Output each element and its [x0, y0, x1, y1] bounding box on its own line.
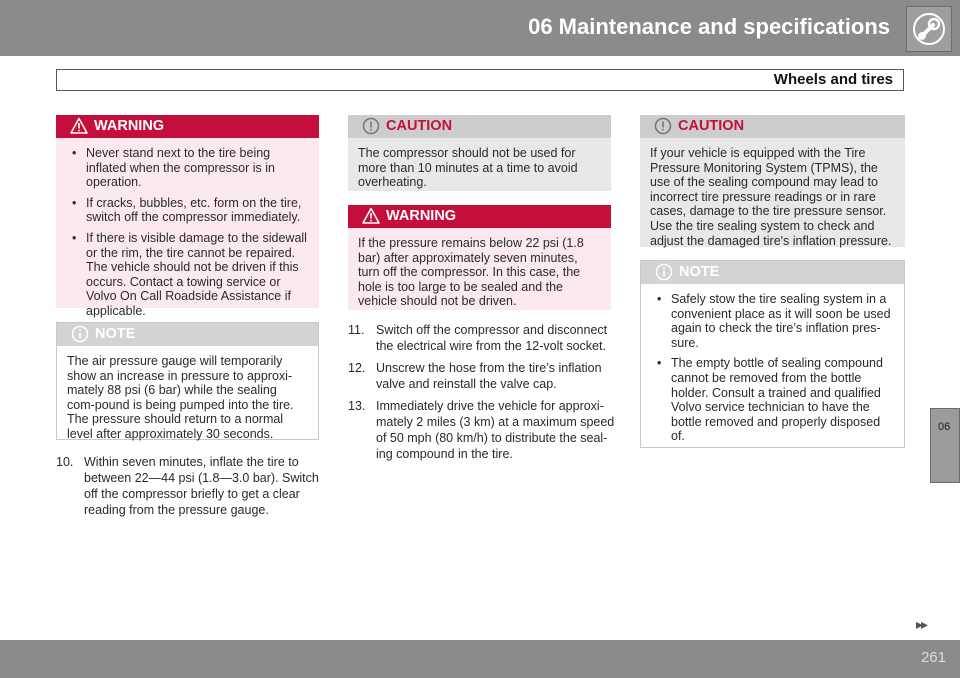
note-box-header — [641, 261, 904, 284]
continue-arrow-icon: ▸▸ — [916, 616, 927, 632]
note-text: The air pressure gauge will temporarily show an increase in pressure to approxi-mately 88 psi (6 bar) while the sealing com-pound is being pumped into the tire. The pressure should return to a normal level after approximately 30 seconds. — [67, 354, 294, 441]
exclamation-circle-icon — [654, 117, 672, 135]
wrench-gear-icon — [906, 6, 952, 52]
section-title: Wheels and tires — [773, 71, 893, 88]
warning-triangle-icon — [362, 207, 380, 225]
info-circle-icon — [71, 325, 89, 343]
warning-box-header — [56, 115, 319, 138]
warning-text: If the pressure remains below 22 psi (1.8 bar) after approximately seven minutes, turn off the compressor. In this case, the hole is too large to be sealed and the vehicle should not be driven. — [358, 236, 584, 309]
warning-triangle-icon — [70, 117, 88, 135]
page-footer — [0, 640, 960, 678]
info-circle-icon — [655, 263, 673, 281]
list-item: 11. Switch off the compressor and disconnect the electrical wire from the 12-volt socket. — [348, 323, 608, 353]
caution-box-overheating — [348, 115, 611, 191]
note-bullet-list — [651, 292, 894, 444]
caution-box-tpms — [640, 115, 905, 247]
warning-title: WARNING — [386, 208, 457, 224]
warning-title: WARNING — [94, 118, 165, 134]
note-title: NOTE — [95, 326, 136, 342]
warning-box-header — [348, 205, 611, 228]
caution-box-header — [640, 115, 905, 138]
exclamation-circle-icon — [362, 117, 380, 135]
list-item: • If there is visible damage to the sidewall or the rim, the tire cannot be repaired. The vehicle should not be driven if this occurs. Contact a towing service or Volvo On Call Roadside Assistance if applicable. — [72, 230, 307, 318]
list-item: • Never stand next to the tire being inflated when the compressor is in operation. — [72, 146, 275, 190]
caution-title: CAUTION — [386, 118, 453, 134]
warning-box-pressure — [348, 205, 611, 310]
caution-text: The compressor should not be used for more than 10 minutes at a time to avoid overheating. — [358, 146, 578, 190]
list-item: 12. Unscrew the hose from the tire’s inflation valve and reinstall the valve cap. — [348, 361, 602, 391]
note-box-pressure-gauge — [56, 322, 319, 440]
chapter-side-tab[interactable] — [930, 408, 960, 483]
note-box-stow — [640, 260, 905, 448]
list-item: 10. Within seven minutes, inflate the tire to between 22—44 psi (1.8—3.0 bar). Switch off the compressor briefly to get a clear reading from the pressure gauge. — [56, 455, 319, 517]
note-title: NOTE — [679, 264, 720, 280]
caution-box-header — [348, 115, 611, 138]
page-number: 261 — [920, 649, 946, 666]
step-list-col2 — [348, 322, 618, 468]
side-tab-label: 06 — [938, 421, 951, 433]
section-bar — [56, 69, 904, 91]
list-item: • If cracks, bubbles, etc. form on the tire, switch off the compressor immediately. — [72, 195, 302, 225]
chapter-title: 06 Maintenance and specifications — [528, 14, 890, 39]
caution-title: CAUTION — [678, 118, 745, 134]
list-item: • Safely stow the tire sealing system in a convenient place as it will soon be used again to check the tire’s inflation pres-sure. — [657, 292, 891, 350]
warning-box-compressor — [56, 115, 319, 318]
note-box-header — [57, 323, 318, 346]
chapter-header — [0, 0, 960, 56]
list-item: 13. Immediately drive the vehicle for approxi-mately 2 miles (3 km) at a maximum speed of 50 mph (80 km/h) to distribute the seal-ing compound in the tire. — [348, 399, 615, 461]
warning-bullet-list — [66, 146, 309, 319]
step-list-col1 — [56, 454, 326, 524]
list-item: • The empty bottle of sealing compound cannot be removed from the bottle holder. Consult a trained and qualified Volvo service technician to have the bottle removed and properly disposed of. — [657, 356, 883, 444]
caution-text: If your vehicle is equipped with the Tire Pressure Monitoring System (TPMS), the use of the sealing compound may lead to incorrect tire pressure readings or in rare cases, damage to the tire pressure sensor. Use the tire sealing system to check and adjust the damaged tire's inflation pressure. — [650, 146, 892, 248]
